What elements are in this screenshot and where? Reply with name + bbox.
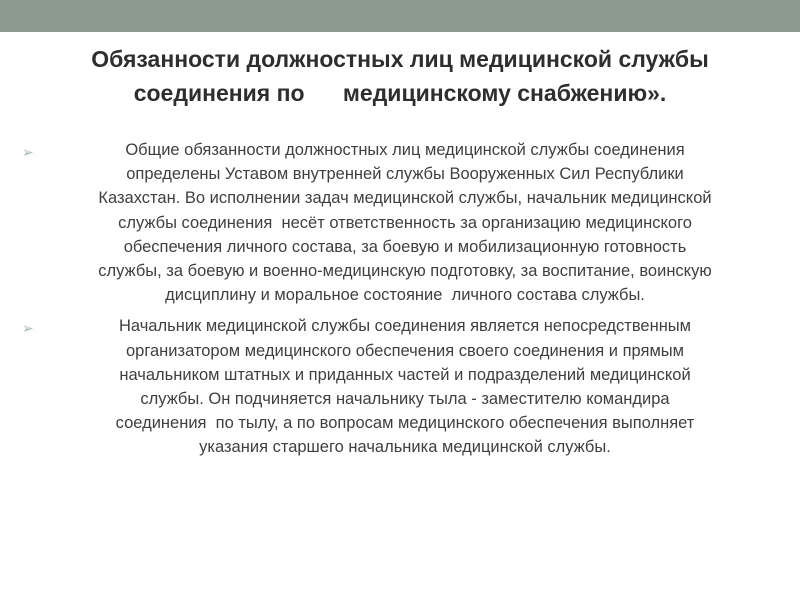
title-line: соединения по медицинскому снабжению». <box>133 80 667 106</box>
text-line: Начальник медицинской службы соединения является непосредственным <box>118 317 692 336</box>
text-line: службы соединения несёт ответственность за организацию медицинского <box>118 213 692 232</box>
bullet-text <box>22 314 778 459</box>
bullet-item <box>22 314 778 459</box>
text-line: обеспечения личного состава, за боевую и мобилизационную готовность <box>123 237 687 256</box>
text-line: указания старшего начальника медицинской службы. <box>199 438 611 457</box>
text-line: начальником штатных и приданных частей и подразделений медицинской <box>119 365 691 384</box>
text-line: Общие обязанности должностных лиц медицинской службы соединения <box>125 141 685 159</box>
text-line: службы, за боевую и военно-медицинскую подготовку, за воспитание, воинскую <box>98 262 712 281</box>
text-line: службы. Он подчиняется начальнику тыла - заместителю командира <box>140 390 670 409</box>
title-line: Обязанности должностных лиц медицинской службы <box>91 46 709 72</box>
text-line: дисциплину и моральное состояние личного состава службы. <box>165 286 645 305</box>
top-decorative-bar <box>0 0 800 32</box>
bullet-item <box>22 138 778 307</box>
slide-title <box>10 42 790 110</box>
bullet-text <box>22 138 778 307</box>
text-line: Казахстан. Во исполнении задач медицинской службы, начальник медицинской <box>98 189 712 208</box>
text-line: организатором медицинского обеспечения своего соединения и прямым <box>125 341 685 360</box>
triangle-bullet-icon: ➢ <box>22 144 34 160</box>
text-line: определены Уставом внутренней службы Вооруженных Сил Республики <box>126 165 684 184</box>
slide-content <box>22 138 778 467</box>
triangle-bullet-icon: ➢ <box>22 320 34 337</box>
text-line: соединения по тылу, а по вопросам медицинского обеспечения выполняет <box>115 414 695 433</box>
